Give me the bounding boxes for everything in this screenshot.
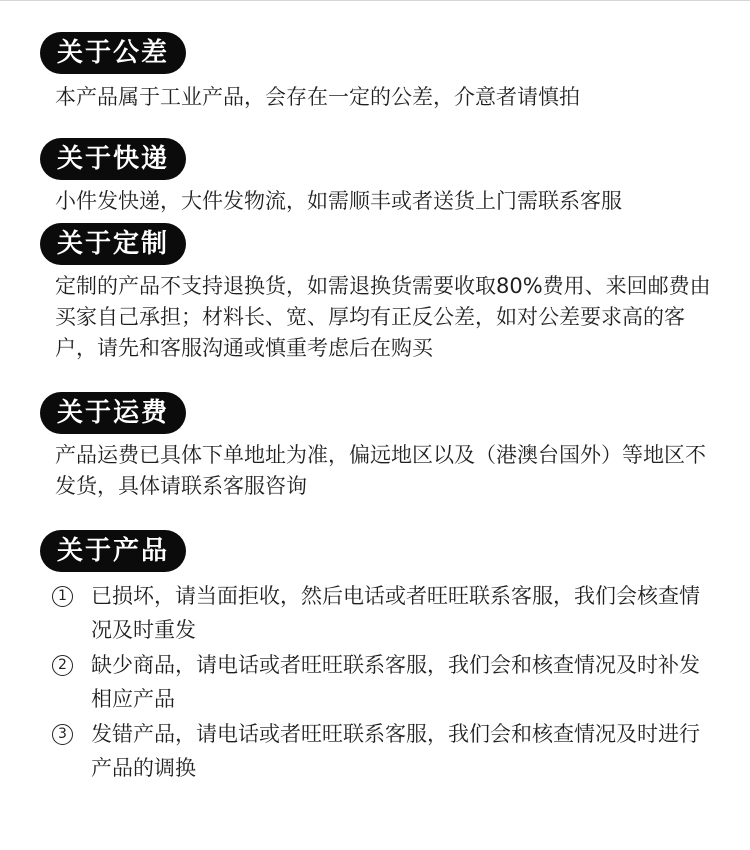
section-body: 本产品属于工业产品，会存在一定的公差，介意者请慎拍 bbox=[55, 85, 580, 109]
circled-number: 3 bbox=[52, 724, 73, 745]
section-body: 小件发快递，大件发物流，如需顺丰或者送货上门需联系客服 bbox=[55, 189, 622, 213]
section-heading: 关于产品 bbox=[40, 530, 186, 572]
list-item-text: 已损坏，请当面拒收，然后电话或者旺旺联系客服，我们会核查情况及时重发 bbox=[91, 584, 700, 642]
circled-number: 1 bbox=[52, 586, 73, 607]
section-heading: 关于定制 bbox=[40, 223, 186, 265]
list-item-text: 缺少商品，请电话或者旺旺联系客服，我们会和核查情况及时补发相应产品 bbox=[91, 653, 700, 711]
list-item-text: 发错产品，请电话或者旺旺联系客服，我们会和核查情况及时进行产品的调换 bbox=[91, 722, 700, 780]
section-body: 定制的产品不支持退换货，如需退换货需要收取80%费用、来回邮费由买家自己承担；材料长、宽、厚均有正反公差，如对公差要求高的客户，请先和客服沟通或慎重考虑后在购买 bbox=[55, 274, 711, 360]
section-heading: 关于运费 bbox=[40, 392, 186, 434]
section-heading: 关于快递 bbox=[40, 138, 186, 180]
section-heading: 关于公差 bbox=[40, 32, 186, 74]
section-body: 产品运费已具体下单地址为准，偏远地区以及（港澳台国外）等地区不发货，具体请联系客服咨询 bbox=[55, 443, 706, 498]
top-divider bbox=[0, 0, 750, 1]
circled-number: 2 bbox=[52, 655, 73, 676]
